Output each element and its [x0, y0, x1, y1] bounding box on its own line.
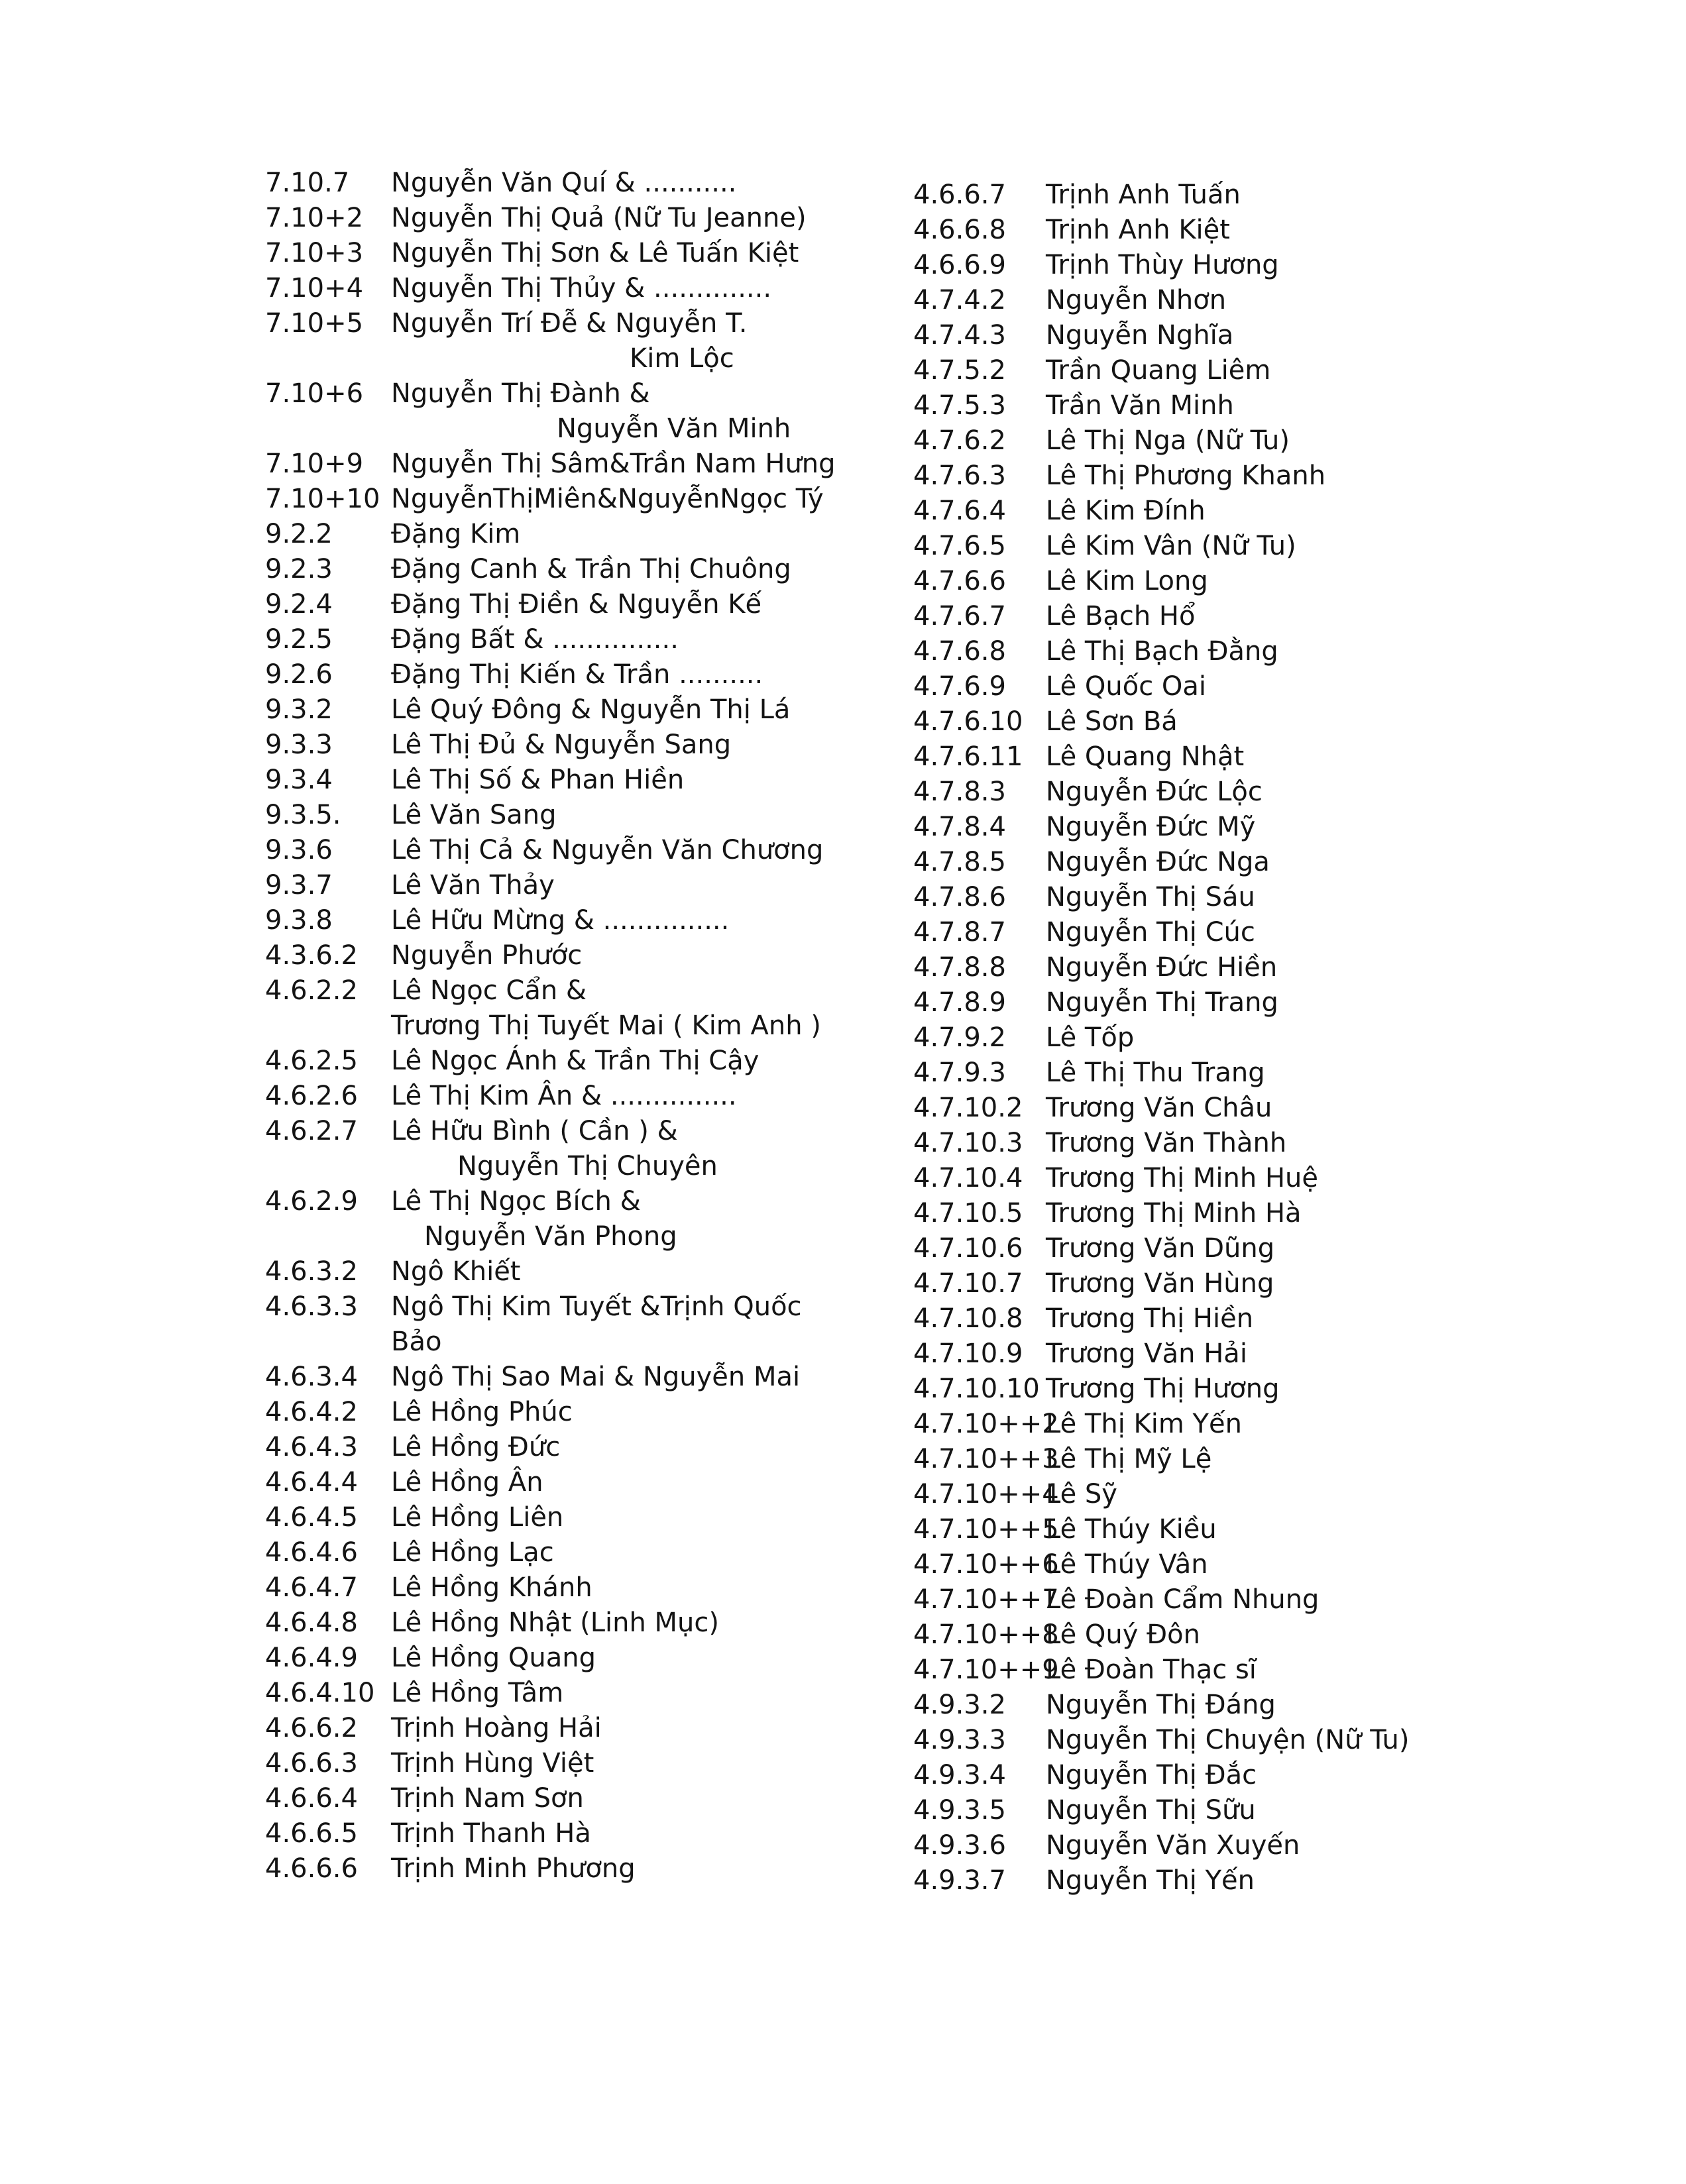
entry-name: Lê Sơn Bá: [1046, 706, 1178, 737]
list-item: [265, 447, 862, 482]
entry-name: Lê Hồng Khánh: [391, 1572, 592, 1603]
entry-name: Nguyễn Nghĩa: [1046, 320, 1234, 351]
list-item: [913, 739, 1443, 775]
list-item: [913, 1863, 1443, 1898]
entry-number: 9.2.4: [265, 589, 333, 620]
entry-name: Lê Thúy Kiều: [1046, 1514, 1217, 1545]
entry-name: Đặng Canh & Trần Thị Chuông: [391, 554, 791, 584]
entry-number: 4.6.3.4: [265, 1362, 358, 1392]
entry-name: Đặng Bất & ...............: [391, 624, 679, 655]
list-item: [265, 1606, 862, 1641]
list-item: [913, 1688, 1443, 1723]
entry-name: Lê Đoàn Cẩm Nhung: [1046, 1584, 1320, 1615]
entry-name: Nguyễn Đức Nga: [1046, 847, 1270, 877]
entry-number: 4.7.6.7: [913, 601, 1006, 631]
entry-name: Trương Văn Thành: [1046, 1128, 1287, 1158]
entry-number: 4.6.2.6: [265, 1081, 358, 1111]
entry-name: Lê Thị Nga (Nữ Tu): [1046, 425, 1290, 456]
entry-name: Nguyễn Đức Mỹ: [1046, 812, 1256, 842]
entry-name: Nguyễn Trí Đễ & Nguyễn T.: [391, 308, 748, 339]
entry-number: 4.7.4.3: [913, 320, 1006, 351]
entry-name: Nguyễn Đức Hiền: [1046, 952, 1278, 983]
entry-name: Lê Thị Phương Khanh: [1046, 461, 1326, 491]
entry-number: 4.9.3.5: [913, 1795, 1006, 1826]
list-item: [265, 1395, 862, 1430]
list-item: [913, 1793, 1443, 1828]
entry-name: Trương Văn Châu: [1046, 1093, 1272, 1123]
entry-name: Ngô Khiết: [391, 1256, 521, 1287]
entry-number: 4.7.9.3: [913, 1058, 1006, 1088]
list-item: [913, 1582, 1443, 1617]
entry-name: Trương Thị Hiền: [1046, 1303, 1254, 1334]
entry-number: 4.6.4.2: [265, 1397, 358, 1427]
entry-name: Nguyễn Nhơn: [1046, 285, 1227, 315]
list-item: [265, 236, 862, 271]
entry-number: 4.6.4.9: [265, 1643, 358, 1673]
list-item: [265, 482, 862, 517]
list-item: [913, 669, 1443, 704]
list-item: [265, 798, 862, 833]
entry-name: Nguyễn Phước: [391, 940, 583, 971]
entry-name: Đặng Thị Điền & Nguyễn Kế: [391, 589, 762, 620]
list-item: [913, 880, 1443, 915]
entry-number: 4.6.4.8: [265, 1608, 358, 1638]
list-item: [913, 1653, 1443, 1688]
entry-name: Đặng Kim: [391, 519, 521, 549]
entry-name: Lê Tốp: [1046, 1022, 1135, 1053]
entry-number: 4.6.3.2: [265, 1256, 358, 1287]
list-item: [913, 353, 1443, 388]
entry-name: Lê Kim Vân (Nữ Tu): [1046, 531, 1296, 561]
list-item: [913, 459, 1443, 494]
entry-number: 9.2.6: [265, 659, 333, 690]
list-item: [265, 728, 862, 763]
entry-number: 4.7.8.8: [913, 952, 1006, 983]
list-item: [913, 178, 1443, 213]
entry-number: 4.7.10.2: [913, 1093, 1023, 1123]
entry-name: Trần Văn Minh: [1046, 390, 1234, 421]
entry-name: Lê Thị Bạch Đằng: [1046, 636, 1278, 667]
entry-number: 4.6.6.5: [265, 1818, 358, 1849]
entry-number: 4.7.10++3: [913, 1444, 1059, 1474]
entry-number: 4.6.6.6: [265, 1853, 358, 1884]
entry-name: Lê Ngọc Cẩn &: [391, 975, 587, 1006]
entry-name: Nguyễn Thị Chuyện (Nữ Tu): [1046, 1725, 1410, 1755]
list-item: [913, 1196, 1443, 1231]
entry-number: 4.7.10.8: [913, 1303, 1023, 1334]
list-item: [913, 845, 1443, 880]
entry-number: 4.6.6.2: [265, 1713, 358, 1743]
entry-name: Nguyễn Thị Thủy & ..............: [391, 273, 772, 303]
entry-name: Trịnh Minh Phương: [391, 1853, 636, 1884]
entry-name: Trịnh Thùy Hương: [1046, 250, 1279, 280]
list-item: [265, 1641, 862, 1676]
entry-number: 9.3.5.: [265, 800, 341, 830]
entry-number: 4.7.10.3: [913, 1128, 1023, 1158]
entry-name: Trương Thị Minh Hà: [1046, 1198, 1302, 1228]
entry-name-continuation: Nguyễn Văn Phong: [424, 1221, 677, 1252]
list-item: [265, 587, 862, 622]
entry-name: Lê Hữu Mừng & ...............: [391, 905, 730, 936]
entry-name: Trịnh Hùng Việt: [391, 1748, 594, 1778]
list-item: [913, 1442, 1443, 1477]
list-item: [265, 1184, 862, 1254]
entry-name: Ngô Thị Sao Mai & Nguyễn Mai: [391, 1362, 801, 1392]
entry-number: 4.6.4.7: [265, 1572, 358, 1603]
entry-number: 4.7.10++4: [913, 1479, 1059, 1509]
entry-name: Lê Hồng Tâm: [391, 1678, 564, 1708]
entry-number: 9.3.4: [265, 765, 333, 795]
entry-name: Nguyễn Thị Yến: [1046, 1865, 1255, 1896]
list-item: [265, 1535, 862, 1570]
entry-name: Lê Thị Ngọc Bích &: [391, 1186, 641, 1217]
list-item: [265, 1430, 862, 1465]
entry-number: 4.9.3.3: [913, 1725, 1006, 1755]
list-item: [913, 1301, 1443, 1337]
entry-number: 4.7.10.9: [913, 1338, 1023, 1369]
entry-number: 9.3.8: [265, 905, 333, 936]
entry-number: 4.7.10.5: [913, 1198, 1023, 1228]
entry-number: 4.7.5.3: [913, 390, 1006, 421]
entry-number: 4.7.8.7: [913, 917, 1006, 948]
list-item: [265, 201, 862, 236]
right-column-list: [913, 178, 1443, 1898]
entry-name: Lê Ngọc Ánh & Trần Thị Cậy: [391, 1046, 759, 1076]
list-item: [913, 213, 1443, 248]
entry-number: 4.7.8.3: [913, 777, 1006, 807]
list-item: [265, 763, 862, 798]
entry-name: Lê Quang Nhật: [1046, 741, 1245, 772]
list-item: [265, 868, 862, 903]
entry-number: 4.6.6.4: [265, 1783, 358, 1814]
list-item: [265, 271, 862, 306]
list-item: [913, 1477, 1443, 1512]
list-item: [265, 1114, 862, 1184]
list-item: [265, 1360, 862, 1395]
list-item: [265, 938, 862, 973]
entry-name: Nguyễn Thị Sáu: [1046, 882, 1255, 912]
entry-name: Lê Hồng Quang: [391, 1643, 596, 1673]
list-item: [913, 1617, 1443, 1653]
entry-number: 4.7.6.10: [913, 706, 1023, 737]
list-item: [913, 388, 1443, 423]
entry-name: Trịnh Anh Kiệt: [1046, 215, 1230, 245]
entry-name: Nguyễn Thị Đáng: [1046, 1690, 1276, 1720]
list-item: [265, 973, 862, 1044]
entry-number: 4.3.6.2: [265, 940, 358, 971]
list-item: [913, 1126, 1443, 1161]
list-item: [913, 423, 1443, 459]
list-item: [913, 1828, 1443, 1863]
entry-number: 4.6.6.3: [265, 1748, 358, 1778]
entry-number: 4.7.8.9: [913, 987, 1006, 1018]
entry-name: Lê Sỹ: [1046, 1479, 1117, 1509]
list-item: [265, 1044, 862, 1079]
entry-name: Lê Thị Đủ & Nguyễn Sang: [391, 730, 732, 760]
entry-name: Trương Thị Hương: [1046, 1374, 1280, 1404]
entry-number: 4.7.10++5: [913, 1514, 1059, 1545]
list-item: [913, 1266, 1443, 1301]
entry-name: Lê Hồng Ân: [391, 1467, 543, 1498]
entry-number: 9.2.3: [265, 554, 333, 584]
list-item: [913, 1372, 1443, 1407]
entry-name: Lê Thị Thu Trang: [1046, 1058, 1265, 1088]
entry-number: 4.6.6.7: [913, 180, 1006, 210]
list-item: [913, 704, 1443, 739]
entry-name: Ngô Thị Kim Tuyết &Trịnh Quốc: [391, 1291, 802, 1322]
entry-number: 4.6.2.7: [265, 1116, 358, 1146]
list-item: [265, 1746, 862, 1781]
entry-name-continuation: Kim Lộc: [630, 343, 734, 374]
entry-number: 7.10+2: [265, 203, 364, 233]
entry-name: Lê Hồng Liên: [391, 1502, 564, 1533]
list-item: [265, 1500, 862, 1535]
list-item: [913, 1758, 1443, 1793]
entry-number: 4.7.10++8: [913, 1619, 1059, 1650]
entry-number: 7.10+6: [265, 378, 364, 409]
list-item: [265, 657, 862, 692]
entry-number: 4.7.10.4: [913, 1163, 1023, 1193]
list-item: [913, 985, 1443, 1020]
list-item: [913, 1512, 1443, 1547]
entry-name: Nguyễn Thị Trang: [1046, 987, 1278, 1018]
entry-name: Lê Quốc Oai: [1046, 671, 1207, 702]
entry-name: Lê Thị Kim Ân & ...............: [391, 1081, 737, 1111]
entry-name: Nguyễn Thị Cúc: [1046, 917, 1255, 948]
entry-name: Lê Hồng Lạc: [391, 1537, 554, 1568]
entry-name: Lê Thị Kim Yến: [1046, 1409, 1242, 1439]
list-item: [913, 283, 1443, 318]
list-item: [265, 1676, 862, 1711]
entry-name: Lê Thị Cả & Nguyễn Văn Chương: [391, 835, 824, 865]
list-item: [265, 1711, 862, 1746]
entry-number: 9.3.7: [265, 870, 333, 901]
entry-number: 4.6.2.2: [265, 975, 358, 1006]
list-item: [913, 564, 1443, 599]
entry-number: 4.6.6.9: [913, 250, 1006, 280]
list-item: [913, 915, 1443, 950]
entry-number: 4.6.6.8: [913, 215, 1006, 245]
list-item: [913, 1056, 1443, 1091]
entry-number: 4.9.3.2: [913, 1690, 1006, 1720]
entry-name: Trịnh Anh Tuấn: [1046, 180, 1241, 210]
entry-name: Nguyễn Thị Sữu: [1046, 1795, 1256, 1826]
entry-number: 7.10+9: [265, 449, 364, 479]
list-item: [913, 1020, 1443, 1056]
entry-name: Trịnh Nam Sơn: [391, 1783, 584, 1814]
entry-name-continuation: Trương Thị Tuyết Mai ( Kim Anh ): [391, 1010, 821, 1041]
entry-name: Nguyễn Đức Lộc: [1046, 777, 1263, 807]
entry-name: Lê Văn Thảy: [391, 870, 555, 901]
list-item: [913, 775, 1443, 810]
entry-name: Nguyễn Thị Sâm&Trần Nam Hưng: [391, 449, 836, 479]
entry-number: 4.7.10++6: [913, 1549, 1059, 1580]
entry-name: Lê Hồng Nhật (Linh Mục): [391, 1608, 719, 1638]
entry-name: Lê Hồng Phúc: [391, 1397, 573, 1427]
list-item: [265, 517, 862, 552]
entry-number: 4.7.5.2: [913, 355, 1006, 386]
entry-number: 4.7.8.5: [913, 847, 1006, 877]
list-item: [265, 166, 862, 201]
entry-name: Nguyễn Thị Đắc: [1046, 1760, 1257, 1790]
entry-number: 7.10+3: [265, 238, 364, 268]
entry-number: 4.6.4.4: [265, 1467, 358, 1498]
list-item: [265, 552, 862, 587]
entry-number: 4.9.3.6: [913, 1830, 1006, 1861]
list-item: [265, 1289, 862, 1360]
list-item: [913, 1407, 1443, 1442]
list-item: [265, 1465, 862, 1500]
left-column-list: [265, 166, 862, 1886]
list-item: [913, 1547, 1443, 1582]
list-item: [913, 810, 1443, 845]
entry-name-continuation: Nguyễn Thị Chuyên: [457, 1151, 718, 1181]
entry-name: NguyễnThịMiên&NguyễnNgọc Tý: [391, 484, 824, 514]
entry-name: Lê Đoàn Thạc sĩ: [1046, 1655, 1257, 1685]
entry-number: 9.3.6: [265, 835, 333, 865]
list-item: [265, 376, 862, 447]
entry-name: Trịnh Hoàng Hải: [391, 1713, 602, 1743]
list-item: [265, 903, 862, 938]
entry-number: 4.7.8.6: [913, 882, 1006, 912]
list-item: [265, 622, 862, 657]
entry-number: 4.9.3.4: [913, 1760, 1006, 1790]
entry-name: Lê Bạch Hổ: [1046, 601, 1196, 631]
entry-name: Trương Văn Hải: [1046, 1338, 1247, 1369]
list-item: [913, 950, 1443, 985]
entry-number: 4.6.4.6: [265, 1537, 358, 1568]
entry-number: 9.3.2: [265, 694, 333, 725]
entry-name: Nguyễn Văn Quí & ...........: [391, 168, 737, 198]
entry-name-continuation: Bảo: [391, 1327, 442, 1357]
entry-number: 4.6.2.9: [265, 1186, 358, 1217]
entry-name: Lê Hồng Đức: [391, 1432, 561, 1462]
entry-name: Trương Văn Hùng: [1046, 1268, 1274, 1299]
entry-name: Lê Quý Đông & Nguyễn Thị Lá: [391, 694, 791, 725]
entry-number: 4.6.4.3: [265, 1432, 358, 1462]
list-item: [913, 494, 1443, 529]
list-item: [913, 634, 1443, 669]
list-item: [265, 1851, 862, 1886]
entry-number: 4.7.4.2: [913, 285, 1006, 315]
entry-number: 4.7.10++9: [913, 1655, 1059, 1685]
list-item: [265, 1079, 862, 1114]
entry-number: 4.6.3.3: [265, 1291, 358, 1322]
entry-name: Lê Văn Sang: [391, 800, 557, 830]
entry-name: Nguyễn Thị Đành &: [391, 378, 650, 409]
entry-name: Lê Hữu Bình ( Cần ) &: [391, 1116, 678, 1146]
entry-name: Lê Thúy Vân: [1046, 1549, 1208, 1580]
entry-number: 4.7.10++2: [913, 1409, 1059, 1439]
list-item: [913, 1091, 1443, 1126]
list-item: [913, 1337, 1443, 1372]
entry-number: 4.7.10.6: [913, 1233, 1023, 1264]
entry-name: Trịnh Thanh Hà: [391, 1818, 591, 1849]
entry-number: 4.7.6.5: [913, 531, 1006, 561]
entry-number: 4.7.6.4: [913, 496, 1006, 526]
entry-number: 4.6.4.10: [265, 1678, 375, 1708]
entry-name: Lê Quý Đôn: [1046, 1619, 1200, 1650]
entry-number: 4.7.10.10: [913, 1374, 1040, 1404]
list-item: [913, 1723, 1443, 1758]
entry-name: Lê Kim Long: [1046, 566, 1208, 596]
entry-number: 7.10+5: [265, 308, 364, 339]
entry-number: 4.7.6.8: [913, 636, 1006, 667]
entry-number: 4.7.10++7: [913, 1584, 1059, 1615]
entry-name: Nguyễn Thị Sơn & Lê Tuấn Kiệt: [391, 238, 799, 268]
entry-name: Lê Kim Đính: [1046, 496, 1206, 526]
list-item: [913, 1161, 1443, 1196]
entry-number: 9.2.5: [265, 624, 333, 655]
entry-name: Trương Văn Dũng: [1046, 1233, 1275, 1264]
entry-name: Trương Thị Minh Huệ: [1046, 1163, 1318, 1193]
entry-number: 9.2.2: [265, 519, 333, 549]
entry-number: 4.7.6.11: [913, 741, 1023, 772]
entry-number: 4.9.3.7: [913, 1865, 1006, 1896]
entry-number: 9.3.3: [265, 730, 333, 760]
entry-number: 4.7.6.6: [913, 566, 1006, 596]
list-item: [265, 306, 862, 376]
entry-number: 7.10.7: [265, 168, 350, 198]
list-item: [265, 1816, 862, 1851]
list-item: [265, 1570, 862, 1606]
list-item: [913, 318, 1443, 353]
entry-name: Lê Thị Mỹ Lệ: [1046, 1444, 1212, 1474]
list-item: [265, 1254, 862, 1289]
entry-number: 4.7.6.3: [913, 461, 1006, 491]
list-item: [913, 1231, 1443, 1266]
entry-name: Nguyễn Văn Xuyến: [1046, 1830, 1300, 1861]
list-item: [265, 833, 862, 868]
list-item: [913, 599, 1443, 634]
entry-number: 4.6.2.5: [265, 1046, 358, 1076]
entry-number: 4.7.6.9: [913, 671, 1006, 702]
list-item: [265, 1781, 862, 1816]
entry-number: 4.7.10.7: [913, 1268, 1023, 1299]
entry-number: 7.10+10: [265, 484, 380, 514]
entry-name-continuation: Nguyễn Văn Minh: [557, 413, 791, 444]
entry-number: 4.6.4.5: [265, 1502, 358, 1533]
entry-name: Trần Quang Liêm: [1046, 355, 1271, 386]
entry-name: Nguyễn Thị Quả (Nữ Tu Jeanne): [391, 203, 807, 233]
entry-name: Lê Thị Số & Phan Hiền: [391, 765, 685, 795]
list-item: [913, 529, 1443, 564]
entry-number: 4.7.6.2: [913, 425, 1006, 456]
entry-name: Đặng Thị Kiến & Trần ..........: [391, 659, 763, 690]
entry-number: 4.7.9.2: [913, 1022, 1006, 1053]
entry-number: 4.7.8.4: [913, 812, 1006, 842]
entry-number: 7.10+4: [265, 273, 364, 303]
list-item: [265, 692, 862, 728]
list-item: [913, 248, 1443, 283]
